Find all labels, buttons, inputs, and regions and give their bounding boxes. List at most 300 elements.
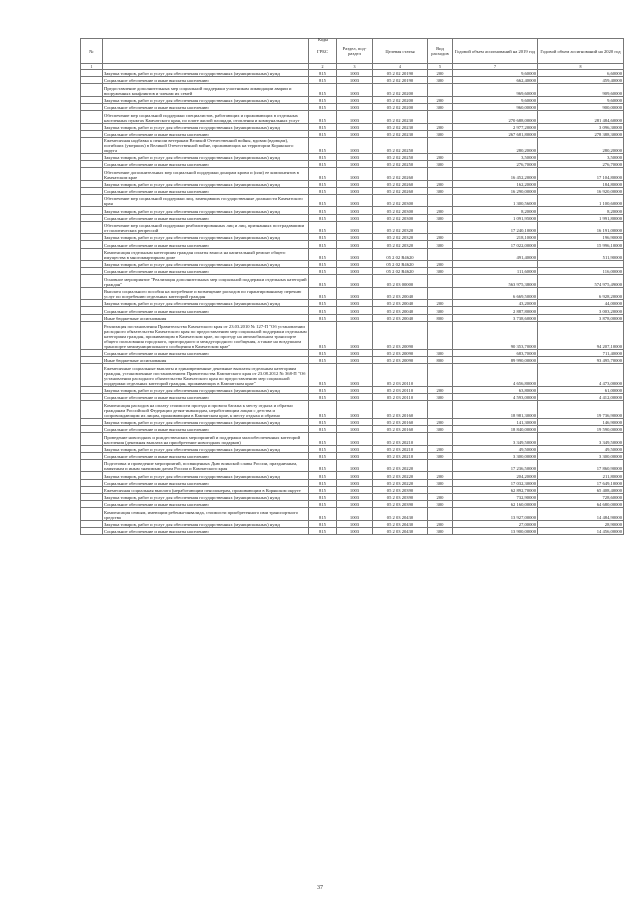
cell-code: 815 bbox=[309, 459, 337, 471]
cell-sec: 1003 bbox=[337, 195, 373, 207]
cell-v2: 116,00000 bbox=[538, 268, 624, 275]
cell-v2: 15 996,10000 bbox=[538, 241, 624, 248]
cell-v2: 4 473,00000 bbox=[538, 364, 624, 387]
cell-no bbox=[81, 445, 103, 452]
cell-code: 815 bbox=[309, 137, 337, 153]
cell-typ: 300 bbox=[428, 241, 453, 248]
cell-no bbox=[81, 111, 103, 123]
table-row bbox=[81, 70, 624, 77]
cell-name: Социальное обеспечение и иные выплаты населению bbox=[103, 161, 309, 168]
table-row bbox=[81, 472, 624, 479]
cell-name: Ежемесячные социальные выплаты и единовременные денежные выплаты отдельным категориям граждан, установленные постановлением Правительства Камчатского края от 23.08.2012 № 368-П "Об установлении расходного обязательства Камчатского края по предоставлению мер социальной поддержки отдельных категорий граждан, проживающих в Камчатском крае" bbox=[103, 364, 309, 387]
table-row bbox=[81, 364, 624, 387]
cell-v2: 574 975,49000 bbox=[538, 275, 624, 287]
cell-v2: 44,00000 bbox=[538, 300, 624, 307]
cell-typ: 300 bbox=[428, 349, 453, 356]
cell-no bbox=[81, 234, 103, 241]
cell-typ: 200 bbox=[428, 123, 453, 130]
cell-name: Социальное обеспечение и иные выплаты населению bbox=[103, 394, 309, 401]
table-row bbox=[81, 486, 624, 493]
colnum: 3 bbox=[337, 64, 373, 70]
cell-no bbox=[81, 77, 103, 84]
cell-code: 815 bbox=[309, 153, 337, 160]
cell-no bbox=[81, 321, 103, 349]
cell-name: Закупка товаров, работ и услуг для обеспечения государственных (муниципальных) нужд bbox=[103, 180, 309, 187]
cell-v2: 16 920,00000 bbox=[538, 187, 624, 194]
cell-v2: 28,90000 bbox=[538, 520, 624, 527]
cell-code: 815 bbox=[309, 445, 337, 452]
cell-sec: 1003 bbox=[337, 70, 373, 77]
cell-typ bbox=[428, 168, 453, 180]
cell-typ: 300 bbox=[428, 130, 453, 137]
cell-code: 815 bbox=[309, 187, 337, 194]
cell-name: Закупка товаров, работ и услуг для обеспечения государственных (муниципальных) нужд bbox=[103, 207, 309, 214]
cell-v2: 196,90000 bbox=[538, 234, 624, 241]
cell-name: Социальное обеспечение и иные выплаты населению bbox=[103, 501, 309, 508]
cell-name: Социальное обеспечение и иные выплаты населению bbox=[103, 268, 309, 275]
cell-no bbox=[81, 161, 103, 168]
cell-tgt: 05 2 03 20210 bbox=[373, 433, 428, 445]
col-type: Вид расходов bbox=[428, 39, 453, 64]
cell-typ bbox=[428, 486, 453, 493]
table-row bbox=[81, 77, 624, 84]
table-row bbox=[81, 418, 624, 425]
cell-sec: 1003 bbox=[337, 479, 373, 486]
cell-sec: 1003 bbox=[337, 123, 373, 130]
cell-v1: 17 022,00000 bbox=[453, 241, 538, 248]
cell-code: 815 bbox=[309, 77, 337, 84]
cell-sec: 1003 bbox=[337, 111, 373, 123]
cell-sec: 1003 bbox=[337, 207, 373, 214]
cell-v2: 6 928,20000 bbox=[538, 287, 624, 299]
table-row bbox=[81, 260, 624, 267]
cell-v1: 662,40000 bbox=[453, 77, 538, 84]
cell-tgt: 05 2 03 20220 bbox=[373, 459, 428, 471]
cell-typ bbox=[428, 275, 453, 287]
cell-no bbox=[81, 84, 103, 96]
cell-v2: 64 680,00000 bbox=[538, 501, 624, 508]
cell-tgt: 05 2 02 20230 bbox=[373, 130, 428, 137]
cell-code: 815 bbox=[309, 321, 337, 349]
cell-v1: 111,60000 bbox=[453, 268, 538, 275]
cell-name: Компенсация отдельным категориям граждан оплаты взноса на капитальный ремонт общего имущества в многоквартирном доме bbox=[103, 248, 309, 260]
cell-typ bbox=[428, 459, 453, 471]
table-row bbox=[81, 221, 624, 233]
cell-typ: 300 bbox=[428, 161, 453, 168]
cell-v2: 711,40000 bbox=[538, 349, 624, 356]
cell-sec: 1003 bbox=[337, 130, 373, 137]
cell-v1: 2 977,20000 bbox=[453, 123, 538, 130]
cell-v1: 4 656,80000 bbox=[453, 364, 538, 387]
cell-v1: 732,90000 bbox=[453, 493, 538, 500]
cell-tgt: 05 2 02 20260 bbox=[373, 180, 428, 187]
cell-v1: 969,60000 bbox=[453, 84, 538, 96]
cell-v1: 280,20000 bbox=[453, 137, 538, 153]
cell-no bbox=[81, 418, 103, 425]
table-row bbox=[81, 84, 624, 96]
cell-code: 815 bbox=[309, 275, 337, 287]
cell-sec: 1003 bbox=[337, 520, 373, 527]
cell-v2: 65 408,40000 bbox=[538, 486, 624, 493]
cell-sec: 1003 bbox=[337, 433, 373, 445]
cell-typ: 200 bbox=[428, 472, 453, 479]
cell-no bbox=[81, 307, 103, 314]
cell-code: 815 bbox=[309, 520, 337, 527]
cell-no bbox=[81, 287, 103, 299]
cell-code: 815 bbox=[309, 96, 337, 103]
colnum: 1 bbox=[81, 64, 103, 70]
cell-sec: 1003 bbox=[337, 394, 373, 401]
table-row bbox=[81, 268, 624, 275]
table-row bbox=[81, 314, 624, 321]
cell-tgt: 05 2 02 20300 bbox=[373, 214, 428, 221]
cell-v1: 63,80000 bbox=[453, 386, 538, 393]
cell-tgt: 05 2 02 R4620 bbox=[373, 260, 428, 267]
cell-name: Предоставление дополнительных мер социальной поддержки участникам ликвидации аварии и вооруженных конфликтов и членам их семей bbox=[103, 84, 309, 96]
cell-no bbox=[81, 123, 103, 130]
cell-v2: 17 104,80000 bbox=[538, 168, 624, 180]
cell-sec: 1003 bbox=[337, 527, 373, 534]
cell-tgt: 05 2 03 20220 bbox=[373, 479, 428, 486]
cell-code: 815 bbox=[309, 386, 337, 393]
cell-v1: 27,00000 bbox=[453, 520, 538, 527]
cell-name: Реализация постановления Правительства Камчатского края от 23.03.2010 № 127-П "Об установлении расходного обязательства Камчатского края по предоставлению мер социальной поддержки отдельным категориям граждан, проживающим в Камчатском крае, по проезду на автомобильном транспорте общего пользования городского, пригородного и междугородного сообщения, а также на воздушном транспорте межмуниципального сообщения в Камчатском крае" bbox=[103, 321, 309, 349]
cell-tgt: 05 2 03 20090 bbox=[373, 349, 428, 356]
table-row bbox=[81, 459, 624, 471]
cell-v1: 62 160,00000 bbox=[453, 501, 538, 508]
cell-no bbox=[81, 221, 103, 233]
col-target: Целевая статья bbox=[373, 39, 428, 64]
cell-typ bbox=[428, 287, 453, 299]
table-row bbox=[81, 207, 624, 214]
cell-name: Социальное обеспечение и иные выплаты населению bbox=[103, 452, 309, 459]
cell-code: 815 bbox=[309, 314, 337, 321]
cell-no bbox=[81, 241, 103, 248]
cell-v2: 16 191,00000 bbox=[538, 221, 624, 233]
cell-tgt: 05 2 03 20040 bbox=[373, 307, 428, 314]
cell-sec: 1003 bbox=[337, 401, 373, 419]
cell-code: 815 bbox=[309, 214, 337, 221]
cell-code: 815 bbox=[309, 168, 337, 180]
cell-v1: 683,70000 bbox=[453, 349, 538, 356]
budget-table bbox=[80, 38, 624, 535]
table-row bbox=[81, 187, 624, 194]
cell-v1: 1 300,56000 bbox=[453, 195, 538, 207]
cell-v2 bbox=[538, 260, 624, 267]
cell-name: Закупка товаров, работ и услуг для обеспечения государственных (муниципальных) нужд bbox=[103, 520, 309, 527]
cell-name: Иные бюджетные ассигнования bbox=[103, 356, 309, 363]
cell-code: 815 bbox=[309, 70, 337, 77]
cell-typ: 200 bbox=[428, 153, 453, 160]
cell-tgt: 05 2 02 20230 bbox=[373, 123, 428, 130]
cell-tgt: 05 2 03 20210 bbox=[373, 445, 428, 452]
cell-typ: 800 bbox=[428, 314, 453, 321]
table-row bbox=[81, 111, 624, 123]
cell-name: Компенсация расходов на оплату стоимости проезда и провоза багажа к месту отдыха и обратно гражданам Российской Федерации детям-инвалидам, неработающим лицам с детства и сопровождающим их лицам, проживающим в Камчатском крае, к месту отдыха и обратно bbox=[103, 401, 309, 419]
table-row bbox=[81, 426, 624, 433]
cell-tgt: 05 2 03 20390 bbox=[373, 486, 428, 493]
cell-typ bbox=[428, 137, 453, 153]
cell-code: 815 bbox=[309, 356, 337, 363]
table-row bbox=[81, 433, 624, 445]
cell-code: 815 bbox=[309, 221, 337, 233]
cell-v1: 204,20000 bbox=[453, 472, 538, 479]
cell-name: Компенсация семьям, имеющим ребенка-инвалида, стоимости приобретенного ими транспортного средства bbox=[103, 508, 309, 520]
cell-typ: 300 bbox=[428, 426, 453, 433]
cell-sec: 1003 bbox=[337, 275, 373, 287]
cell-no bbox=[81, 96, 103, 103]
cell-v2: 146,90000 bbox=[538, 418, 624, 425]
cell-v2: 4 412,00000 bbox=[538, 394, 624, 401]
table-row bbox=[81, 394, 624, 401]
colnum: 4 bbox=[373, 64, 428, 70]
cell-v2: 3 300,00000 bbox=[538, 452, 624, 459]
cell-v1: 9,60000 bbox=[453, 70, 538, 77]
cell-v1: 18 981,30000 bbox=[453, 401, 538, 419]
cell-sec: 1003 bbox=[337, 459, 373, 471]
cell-tgt: 05 2 02 20250 bbox=[373, 153, 428, 160]
cell-sec: 1003 bbox=[337, 321, 373, 349]
cell-v1: 491,40000 bbox=[453, 248, 538, 260]
cell-v1: 8,20000 bbox=[453, 207, 538, 214]
cell-sec: 1003 bbox=[337, 386, 373, 393]
cell-v1: 17 240,10000 bbox=[453, 221, 538, 233]
cell-code: 815 bbox=[309, 401, 337, 419]
cell-tgt: 05 2 03 20210 bbox=[373, 452, 428, 459]
cell-no bbox=[81, 268, 103, 275]
cell-name: Обеспечение дополнительных мер социальной поддержки донорам крови и (или) ее компонентов в Камчатском крае bbox=[103, 168, 309, 180]
table-row bbox=[81, 321, 624, 349]
cell-typ: 200 bbox=[428, 418, 453, 425]
cell-v2: 17 860,90000 bbox=[538, 459, 624, 471]
col-2020: Годовой объем ассигнований на 2020 год bbox=[538, 39, 624, 64]
cell-v1: 13 900,00000 bbox=[453, 527, 538, 534]
cell-tgt: 05 2 02 R4620 bbox=[373, 268, 428, 275]
table-body bbox=[81, 70, 624, 535]
cell-sec: 1003 bbox=[337, 287, 373, 299]
cell-no bbox=[81, 248, 103, 260]
cell-v1: 3,50000 bbox=[453, 153, 538, 160]
cell-typ: 200 bbox=[428, 300, 453, 307]
cell-sec: 1003 bbox=[337, 508, 373, 520]
cell-no bbox=[81, 508, 103, 520]
cell-no bbox=[81, 493, 103, 500]
cell-name: Закупка товаров, работ и услуг для обеспечения государственных (муниципальных) нужд bbox=[103, 300, 309, 307]
cell-tgt: 05 2 03 20430 bbox=[373, 527, 428, 534]
cell-tgt: 05 2 03 20160 bbox=[373, 418, 428, 425]
cell-v2: 900,00000 bbox=[538, 103, 624, 110]
cell-name: Обеспечение мер социальной поддержки специалистов, работающих и проживающих в отдельных населенных пунктах Камчатского края, по плате жилой площади, отопления и коммунальных услуг bbox=[103, 111, 309, 123]
cell-no bbox=[81, 527, 103, 534]
colnum: 5 bbox=[428, 64, 453, 70]
cell-v2: 1 991,80000 bbox=[538, 214, 624, 221]
cell-no bbox=[81, 486, 103, 493]
cell-sec: 1003 bbox=[337, 214, 373, 221]
cell-sec: 1003 bbox=[337, 314, 373, 321]
cell-name: Социальное обеспечение и иные выплаты населению bbox=[103, 241, 309, 248]
cell-tgt: 05 2 03 20160 bbox=[373, 401, 428, 419]
cell-code: 815 bbox=[309, 452, 337, 459]
cell-v1: 6 669,50000 bbox=[453, 287, 538, 299]
cell-name: Социальное обеспечение и иные выплаты населению bbox=[103, 307, 309, 314]
cell-no bbox=[81, 349, 103, 356]
cell-sec: 1003 bbox=[337, 349, 373, 356]
cell-tgt: 05 2 02 20260 bbox=[373, 187, 428, 194]
cell-name: Социальное обеспечение и иные выплаты населению bbox=[103, 426, 309, 433]
cell-name: Закупка товаров, работ и услуг для обеспечения государственных (муниципальных) нужд bbox=[103, 418, 309, 425]
cell-no bbox=[81, 426, 103, 433]
col-name bbox=[103, 39, 309, 64]
page-number: 37 bbox=[317, 885, 323, 891]
cell-code: 815 bbox=[309, 426, 337, 433]
cell-code: 815 bbox=[309, 479, 337, 486]
cell-v1: 267 681,80000 bbox=[453, 130, 538, 137]
cell-name: Закупка товаров, работ и услуг для обеспечения государственных (муниципальных) нужд bbox=[103, 96, 309, 103]
cell-typ: 200 bbox=[428, 96, 453, 103]
cell-sec: 1003 bbox=[337, 234, 373, 241]
cell-name: Социальное обеспечение и иные выплаты населению bbox=[103, 103, 309, 110]
cell-code: 815 bbox=[309, 508, 337, 520]
cell-v1: 218,10000 bbox=[453, 234, 538, 241]
table-row bbox=[81, 493, 624, 500]
cell-name: Закупка товаров, работ и услуг для обеспечения государственных (муниципальных) нужд bbox=[103, 386, 309, 393]
cell-sec: 1003 bbox=[337, 418, 373, 425]
cell-v2: 3 878,00000 bbox=[538, 314, 624, 321]
cell-typ: 300 bbox=[428, 77, 453, 84]
cell-v2: 93 495,70000 bbox=[538, 356, 624, 363]
cell-name: Социальное обеспечение и иные выплаты населению bbox=[103, 130, 309, 137]
cell-sec: 1003 bbox=[337, 77, 373, 84]
table-row bbox=[81, 103, 624, 110]
cell-no bbox=[81, 394, 103, 401]
cell-v2: 211,80000 bbox=[538, 472, 624, 479]
header-row bbox=[81, 39, 624, 64]
cell-v1: 270 688,00000 bbox=[453, 111, 538, 123]
cell-v2: 19 590,00000 bbox=[538, 426, 624, 433]
cell-v1: 563 975,38000 bbox=[453, 275, 538, 287]
table-row bbox=[81, 287, 624, 299]
cell-tgt: 05 2 03 20430 bbox=[373, 520, 428, 527]
cell-v1: 16 452,20000 bbox=[453, 168, 538, 180]
cell-tgt: 05 2 03 20110 bbox=[373, 394, 428, 401]
cell-typ: 200 bbox=[428, 260, 453, 267]
cell-code: 815 bbox=[309, 501, 337, 508]
cell-typ bbox=[428, 195, 453, 207]
cell-name: Социальное обеспечение и иные выплаты населению bbox=[103, 187, 309, 194]
cell-tgt: 05 2 03 20040 bbox=[373, 300, 428, 307]
table-row bbox=[81, 248, 624, 260]
cell-tgt: 05 2 02 20320 bbox=[373, 241, 428, 248]
cell-typ: 300 bbox=[428, 307, 453, 314]
table-row bbox=[81, 401, 624, 419]
cell-sec: 1003 bbox=[337, 356, 373, 363]
cell-sec: 1003 bbox=[337, 486, 373, 493]
cell-typ bbox=[428, 111, 453, 123]
cell-v2: 459,40000 bbox=[538, 77, 624, 84]
cell-tgt: 05 2 03 20390 bbox=[373, 501, 428, 508]
table-row bbox=[81, 356, 624, 363]
cell-v1: 141,30000 bbox=[453, 418, 538, 425]
cell-name: Социальное обеспечение и иные выплаты населению bbox=[103, 479, 309, 486]
cell-name: Закупка товаров, работ и услуг для обеспечения государственных (муниципальных) нужд bbox=[103, 472, 309, 479]
cell-typ bbox=[428, 321, 453, 349]
cell-name: Обеспечение мер социальной поддержки реабилитированных лиц и лиц, признанных пострадавшими от политических репрессий bbox=[103, 221, 309, 233]
cell-v2: 280,20000 bbox=[538, 137, 624, 153]
cell-typ bbox=[428, 433, 453, 445]
cell-no bbox=[81, 356, 103, 363]
cell-sec: 1003 bbox=[337, 187, 373, 194]
cell-v1: 9,60000 bbox=[453, 96, 538, 103]
cell-v1: 276,70000 bbox=[453, 161, 538, 168]
cell-v2: 19 736,90000 bbox=[538, 401, 624, 419]
table-row bbox=[81, 123, 624, 130]
cell-tgt: 05 2 02 20300 bbox=[373, 207, 428, 214]
cell-sec: 1003 bbox=[337, 426, 373, 433]
cell-code: 815 bbox=[309, 527, 337, 534]
cell-code: 815 bbox=[309, 268, 337, 275]
cell-typ: 300 bbox=[428, 187, 453, 194]
cell-v2: 511,90000 bbox=[538, 248, 624, 260]
cell-code: 815 bbox=[309, 195, 337, 207]
cell-tgt: 05 2 02 20320 bbox=[373, 221, 428, 233]
col-grbs: ГРБС bbox=[309, 39, 337, 64]
cell-no bbox=[81, 214, 103, 221]
cell-sec: 1003 bbox=[337, 161, 373, 168]
cell-name: Основное мероприятие "Реализация дополнительных мер социальной поддержки отдельных категорий граждан" bbox=[104, 276, 307, 287]
cell-v1: 89 990,00000 bbox=[453, 356, 538, 363]
cell-name: Закупка товаров, работ и услуг для обеспечения государственных (муниципальных) нужд bbox=[103, 234, 309, 241]
cell-typ: 300 bbox=[428, 527, 453, 534]
cell-tgt: 05 2 02 20320 bbox=[373, 234, 428, 241]
cell-code: 815 bbox=[309, 394, 337, 401]
cell-name: Ежемесячная надбавка к пенсии ветеранам Великой Отечественной войны, вдовам (вдовцам), погибших (умерших) в Великой Отечественной войне, проживающих на территории Корякского округа bbox=[103, 137, 309, 153]
codes-group-label: Коды bbox=[318, 37, 329, 42]
cell-v1: 90 353,70000 bbox=[453, 321, 538, 349]
cell-tgt: 05 2 03 20160 bbox=[373, 426, 428, 433]
cell-no bbox=[81, 130, 103, 137]
colnum: 8 bbox=[538, 64, 624, 70]
cell-no bbox=[81, 260, 103, 267]
cell-no bbox=[81, 300, 103, 307]
cell-sec: 1003 bbox=[337, 103, 373, 110]
cell-v2: 281 484,60000 bbox=[538, 111, 624, 123]
cell-sec: 1003 bbox=[337, 137, 373, 153]
cell-no bbox=[81, 433, 103, 445]
cell-typ: 200 bbox=[428, 70, 453, 77]
col-2019: Годовой объем ассигнований на 2019 год bbox=[453, 39, 538, 64]
cell-v2: 49,50000 bbox=[538, 445, 624, 452]
cell-tgt: 05 2 03 20090 bbox=[373, 356, 428, 363]
cell-no bbox=[81, 180, 103, 187]
cell-code: 815 bbox=[309, 486, 337, 493]
cell-sec: 1003 bbox=[337, 84, 373, 96]
cell-v1: 2 887,80000 bbox=[453, 307, 538, 314]
cell-name: Обеспечение мер социальной поддержки лиц, замещавших государственные должности Камчатского края bbox=[103, 195, 309, 207]
table-row bbox=[81, 153, 624, 160]
cell-v1: 18 840,00000 bbox=[453, 426, 538, 433]
cell-typ: 300 bbox=[428, 103, 453, 110]
table-row bbox=[81, 300, 624, 307]
cell-sec: 1003 bbox=[337, 221, 373, 233]
cell-v1: 49,50000 bbox=[453, 445, 538, 452]
cell-v2: 3 003,20000 bbox=[538, 307, 624, 314]
cell-v2: 3 096,30000 bbox=[538, 123, 624, 130]
cell-typ: 200 bbox=[428, 493, 453, 500]
cell-typ: 800 bbox=[428, 356, 453, 363]
cell-tgt: 05 2 02 20190 bbox=[373, 70, 428, 77]
cell-sec: 1003 bbox=[337, 307, 373, 314]
cell-no bbox=[81, 195, 103, 207]
